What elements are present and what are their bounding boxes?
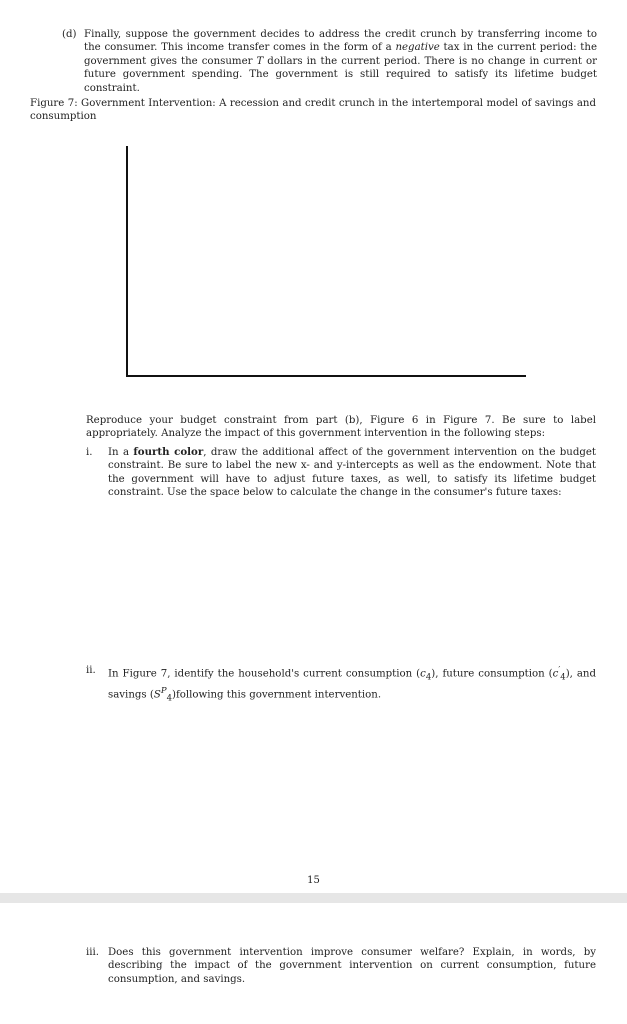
part-d-label: (d): [62, 29, 77, 40]
item-i-number: i.: [86, 447, 93, 458]
x-axis: [126, 375, 526, 377]
page-separator: [0, 893, 627, 903]
item-iii-number: iii.: [86, 947, 100, 958]
y-axis: [126, 146, 128, 377]
page-number: 15: [307, 875, 320, 886]
question-item-i: [86, 446, 596, 500]
item-ii-text: In Figure 7, identify the household's current consumption $(c_4)$, future consumption $(c'_4)$, and savings $(S^P_4)following$ this government intervention.: [108, 665, 596, 704]
item-i-text: In a fourth color, draw the additional affect of the government intervention on the budget constraint. Be sure to label the new x- and y-intercepts as well as the endowment. Note that the government will have to adjust future taxes, as well, to satisfy its lifetime budget constraint. Use the space below to calculate the change in the consumer's future taxes:: [108, 446, 596, 499]
item-ii-number: ii.: [86, 665, 96, 676]
instructions: Reproduce your budget constraint from part (b), Figure 6 in Figure 7. Be sure to label appropriately. Analyze the impact of this government intervention in the following steps:: [86, 415, 596, 440]
question-item-iii: [86, 946, 596, 986]
question-item-ii: [86, 664, 596, 706]
item-iii-text: Does this government intervention improve consumer welfare? Explain, in words, by describing the impact of the government intervention on current consumption, future consumption, and savings.: [108, 947, 596, 985]
question-part-d: [62, 28, 597, 95]
figure-caption: Figure 7: Government Intervention: A recession and credit crunch in the intertemporal model of savings and consumption: [30, 98, 596, 123]
part-d-text: Finally, suppose the government decides to address the credit crunch by transferring income to the consumer. This income transfer comes in the form of a negative tax in the current period: the government gives the consumer T dollars in the current period. There is no change in current or future government spending. The government is still required to satisfy its lifetime budget constraint.: [84, 29, 597, 94]
